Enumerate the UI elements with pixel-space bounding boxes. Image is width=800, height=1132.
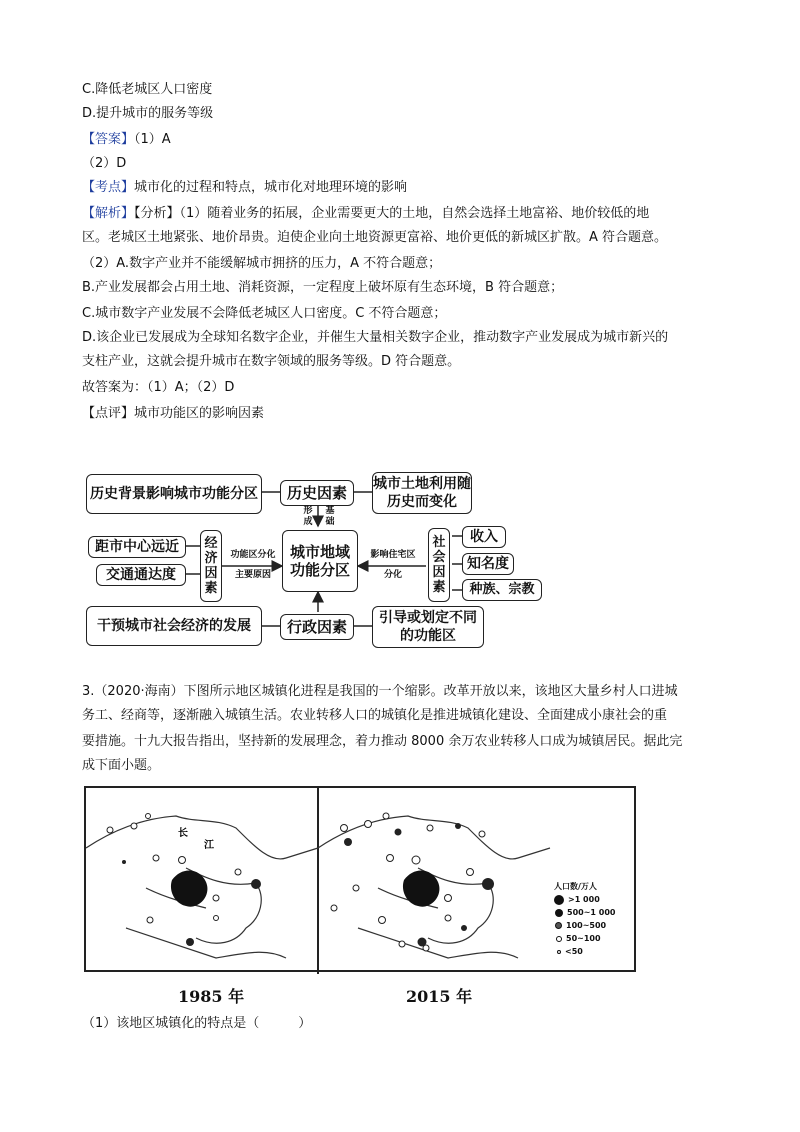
box-econ: 经济因素 xyxy=(200,530,222,602)
q3-line-1: 3.（2020·海南）下图所示地区城镇化进程是我国的一个缩影。改革开放以来，该地区大量乡村人口进城 xyxy=(82,684,678,699)
jiexi-line-4: B.产业发展都会占用土地、消耗资源，一定程度上破坏原有生态环境，B 符合题意； xyxy=(82,280,564,295)
urbanization-maps xyxy=(84,786,636,972)
answer-line xyxy=(82,130,171,150)
legend-row-2 xyxy=(554,906,615,919)
box-admin: 行政因素 xyxy=(280,614,354,640)
box-guide: 引导或划定不同的功能区 xyxy=(372,606,484,648)
jiexi-line-8: 故答案为：（1）A；（2）D xyxy=(82,380,235,395)
box-social: 社会因素 xyxy=(428,528,450,602)
legend-symbol-5 xyxy=(557,950,561,954)
option-c: C.降低老城区人口密度 xyxy=(82,82,213,97)
label-social-top: 影响住宅区 xyxy=(370,550,416,560)
box-intervene: 干预城市社会经济的发展 xyxy=(86,606,262,646)
legend-symbol-1 xyxy=(554,895,564,905)
kaodian-tag: 【考点】 xyxy=(82,180,135,195)
jiexi-line-5: C.城市数字产业发展不会降低老城区人口密度。C 不符合题意； xyxy=(82,306,447,321)
kaodian-text: 城市化的过程和特点，城市化对地理环境的影响 xyxy=(134,180,408,195)
legend-label-5: <50 xyxy=(565,947,583,956)
q3-line-2: 务工、经商等，逐渐融入城镇生活。农业转移人口的城镇化是推进城镇化建设、全面建成小康社会的重 xyxy=(82,708,668,723)
legend-label-3: 100~500 xyxy=(566,921,607,930)
legend-row-1 xyxy=(554,893,615,906)
box-history-influence: 历史背景影响城市功能分区 xyxy=(86,474,262,514)
label-econ-bottom: 主要原因 xyxy=(234,570,271,580)
river-label-2: 江 xyxy=(204,840,214,851)
jiexi-line-7: 支柱产业，这就会提升城市在数字领域的服务等级。D 符合题意。 xyxy=(82,354,461,369)
map-caption-1985: 1985 年 xyxy=(178,987,245,1006)
map-caption-2015: 2015 年 xyxy=(406,987,473,1006)
legend-title: 人口数/万人 xyxy=(554,882,597,891)
map-legend xyxy=(554,880,615,958)
jiexi-tag: 【解析】 xyxy=(82,206,135,221)
q3-sub-question-1: （1）该地区城镇化的特点是（ ） xyxy=(82,1016,312,1031)
legend-label-4: 50~100 xyxy=(566,934,601,943)
legend-label-1: >1 000 xyxy=(568,895,600,904)
concept-diagram xyxy=(82,462,702,652)
jiexi-line-3: （2）A.数字产业并不能缓解城市拥挤的压力，A 不符合题意； xyxy=(82,256,442,271)
answer-2: （2）D xyxy=(82,156,127,171)
jiexi-line-6: D.该企业已发展成为全球知名数字企业，并催生大量相关数字企业，推动数字产业发展成为城市新兴的 xyxy=(82,330,669,345)
option-d: D.提升城市的服务等级 xyxy=(82,106,214,121)
kaodian-line xyxy=(82,178,407,198)
box-race: 种族、宗教 xyxy=(462,579,542,601)
q3-line-3: 要措施。十九大报告指出，坚持新的发展理念，着力推动 8000 余万农业转移人口成为城镇居民。据此完 xyxy=(82,734,683,749)
box-history-factor: 历史因素 xyxy=(280,480,354,506)
legend-row-4 xyxy=(554,932,615,945)
legend-row-3 xyxy=(554,919,615,932)
label-social-bottom: 分化 xyxy=(383,570,402,580)
q3-line-4: 成下面小题。 xyxy=(82,758,161,773)
jiexi-text-1: 【分析】（1）随着业务的拓展，企业需要更大的土地，自然会选择土地富裕、地价较低的地 xyxy=(134,206,650,221)
legend-symbol-4 xyxy=(556,936,562,942)
label-econ-top: 功能区分化 xyxy=(230,550,276,560)
jiexi-line-2: 区。老城区土地紧张、地价昂贵。迫使企业向土地资源更富裕、地价更低的新城区扩散。A 符合题意。 xyxy=(82,230,668,245)
box-traffic: 交通通达度 xyxy=(96,564,186,586)
legend-symbol-3 xyxy=(555,922,562,929)
box-land-use: 城市土地利用随历史而变化 xyxy=(372,472,472,514)
box-income: 收入 xyxy=(462,526,506,548)
jiexi-line-1 xyxy=(82,204,649,224)
dianping-line: 【点评】城市功能区的影响因素 xyxy=(82,406,265,421)
box-fame: 知名度 xyxy=(462,553,514,575)
answer-tag: 【答案】 xyxy=(82,132,135,147)
label-form: 形成 xyxy=(303,506,313,527)
answer-1: （1）A xyxy=(134,132,171,147)
label-base: 基础 xyxy=(325,506,335,527)
river-label-1: 长 xyxy=(178,828,188,839)
box-distance: 距市中心远近 xyxy=(88,536,186,558)
box-center: 城市地域功能分区 xyxy=(282,530,358,592)
legend-symbol-2 xyxy=(555,909,563,917)
legend-label-2: 500~1 000 xyxy=(567,908,616,917)
legend-row-5 xyxy=(554,945,615,958)
